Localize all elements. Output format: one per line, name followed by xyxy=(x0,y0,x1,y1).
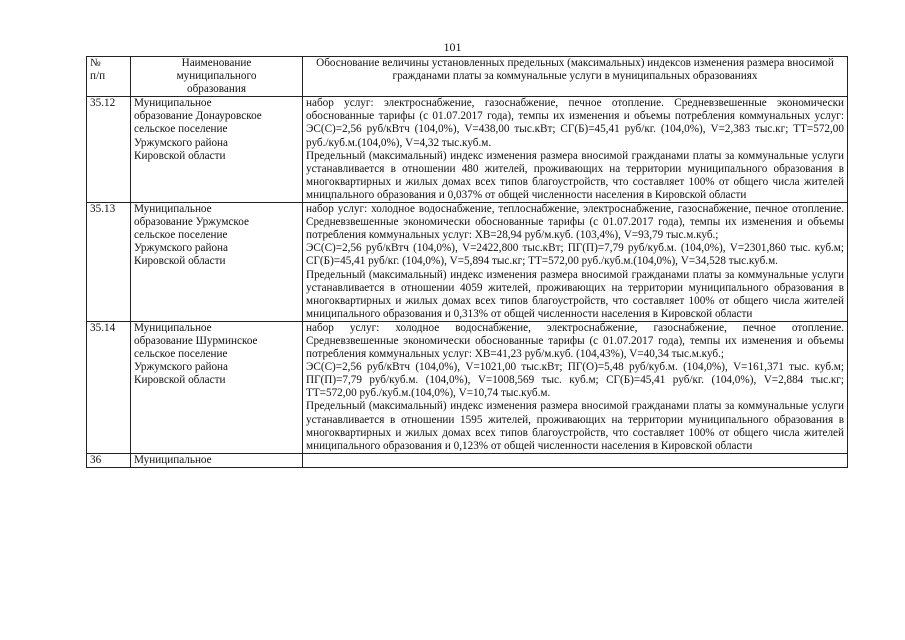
row-municipality: Муниципальное xyxy=(131,453,303,467)
row-number: 36 xyxy=(87,453,131,467)
paragraph: набор услуг: холодное водоснабжение, электроснабжение, газоснабжение, печное отопление. Средневзвешенные экономически обоснованные тарифы (с 01.07.2017 года), темпы их изменения и объемы потребления коммунальных услуг: ХВ=41,23 руб/м.куб. (104,43%), V=40,34 тыс.м.куб.; xyxy=(306,321,844,361)
row-number: 35.13 xyxy=(87,203,131,322)
row-number: 35.12 xyxy=(87,97,131,203)
paragraph: набор услуг: холодное водоснабжение, теплоснабжение, электроснабжение, газоснабжение, печное отопление. Средневзвешенные экономически обоснованные тарифы (с 01.07.2017 года), темпы их изменения и объемы потребления коммунальных услуг: ХВ=28,94 руб/м.куб. (103,4%), V=93,79 тыс.м.куб.; xyxy=(306,203,844,242)
paragraph: Предельный (максимальный) индекс изменения размера вносимой гражданами платы за коммунальные услуги устанавливается в отношении 480 жителей, проживающих на территории муниципального образования в многоквартирных и жилых домах всех типов благоустройств, что составляет 100% от общего числа жителей мницпального образования и 0,037% от общей численности населения в Кировской области xyxy=(306,149,844,201)
tariff-table xyxy=(86,56,848,468)
header-number: № п/п xyxy=(87,57,131,97)
header-justification: Обоснование величины установленных предельных (максимальных) индексов изменения размера вносимой гражданами платы за коммунальные услуги в муниципальных образованиях xyxy=(303,57,848,97)
paragraph: Предельный (максимальный) индекс изменения размера вносимой гражданами платы за коммунальные услуги устанавливается в отношении 4059 жителей, проживающих на территории муниципального образования в многоквартирных и жилых домах всех типов благоустройств, что составляет 100% от общего числа жителей мниципального образования и 0,313% от общей численности населения в Кировской области xyxy=(306,268,844,320)
row-justification xyxy=(303,203,848,322)
table-row xyxy=(87,203,848,322)
row-municipality: Муниципальное образование Уржумское сельское поселение Уржумского района Кировской области xyxy=(131,203,303,322)
paragraph: ЭС(С)=2,56 руб/кВтч (104,0%), V=1021,00 тыс.кВт; ПГ(О)=5,48 руб/куб.м. (104,0%), V=161,371 тыс. куб.м; ПГ(П)=7,79 руб/куб.м. (104,0%), V=1008,569 тыс. куб.м; СГ(Б)=45,41 руб/кг. (104,0%), V=2,884 тыс.кг; ТТ=572,00 руб./куб.м.(104,0%), V=10,74 тыс.куб.м. xyxy=(306,361,844,400)
row-municipality: Муниципальное образование Донауровское сельское поселение Уржумского района Кировской области xyxy=(131,97,303,203)
row-justification xyxy=(303,321,848,453)
row-justification xyxy=(303,97,848,203)
row-number: 35.14 xyxy=(87,321,131,453)
table-row xyxy=(87,321,848,453)
paragraph: ЭС(С)=2,56 руб/кВтч (104,0%), V=2422,800 тыс.кВт; ПГ(П)=7,79 руб/куб.м. (104,0%), V=2301,860 тыс. куб.м; СГ(Б)=45,41 руб/кг. (104,0%), V=5,894 тыс.кг; ТТ=572,00 руб./куб.м.(104,0%), V=34,528 тыс.куб.м. xyxy=(306,242,844,268)
row-justification xyxy=(303,453,848,467)
row-municipality: Муниципальное образование Шурминское сельское поселение Уржумского района Кировской области xyxy=(131,321,303,453)
table-row xyxy=(87,453,848,467)
paragraph: набор услуг: электроснабжение, газоснабжение, печное отопление. Средневзвешенные экономически обоснованные тарифы (с 01.07.2017 года), темпы их изменения и объемы потребления коммунальных услуг: ЭС(С)=2,56 руб/кВтч (104,0%), V=438,00 тыс.кВт; СГ(Б)=45,41 руб/кг. (104,0%), V=2,383 тыс.кг; ТТ=572,00 руб./куб.м.(104,0%), V=4,32 тыс.куб.м. xyxy=(306,97,844,149)
header-municipality: Наименование муниципального образования xyxy=(131,57,303,97)
table-header-row xyxy=(87,57,848,97)
page-number: 101 xyxy=(443,40,462,54)
table-row xyxy=(87,97,848,203)
paragraph: Предельный (максимальный) индекс изменения размера вносимой гражданами платы за коммунальные услуги устанавливается в отношении 1595 жителей, проживающих на территории муниципального образования в многоквартирных и жилых домах всех типов благоустройств, что составляет 100% от общего числа жителей мниципального образования и 0,123% от общей численности населения в Кировской области xyxy=(306,400,844,452)
